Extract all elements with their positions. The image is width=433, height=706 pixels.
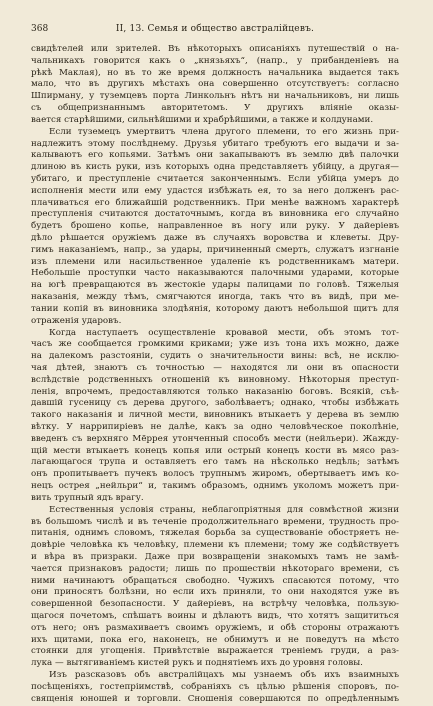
text-line: нецъ острея „нейльри“ и, такимъ образомъ, однимъ уколомъ можетъ при- <box>31 481 399 492</box>
text-line: Если туземецъ умертвитъ члена другого племени, то его жизнь при- <box>49 126 399 137</box>
text-line: исполненія мести или ему удастся избѣжать ея, то за него долженъ рас- <box>31 185 399 196</box>
text-line: лука — вытягиваніемъ кистей рукъ и поднятіемъ ихъ до уровня головы. <box>31 658 363 669</box>
text-line: ленія, впрочемъ, предоставляются только наказанію боговъ. Всякій, съѣ- <box>31 386 399 397</box>
text-line: Шпирману, у туземцевъ порта Линкольнъ нѣтъ ни начальниковъ, ни лишь <box>31 91 399 102</box>
text-line: довѣріе человѣка къ человѣку, племени къ племени; тому же содѣйствуетъ <box>31 540 399 551</box>
text-line: длиною въ кисть руки, изъ которыхъ одна представляетъ убійцу, а другая— <box>31 162 399 173</box>
text-line: чая дѣтей, знаютъ съ точностью — находятся ли они въ опасности <box>31 362 399 373</box>
text-line: ихъ щитами, пока его, наконецъ, не обнимутъ и не поведутъ на мѣсто <box>31 634 399 645</box>
text-line: они приносятъ болѣзни, но если ихъ приняли, то они находятся уже въ <box>31 587 399 598</box>
text-line: изъ племени или насильственное удаленіе къ родственникамъ матери. <box>31 256 399 267</box>
text-line: свидѣтелей или зрителей. Въ нѣкоторыхъ описаніяхъ путешествій о на- <box>31 44 399 54</box>
text-line: Изъ разсказовъ объ австралійцахъ мы узнаемъ объ ихъ взаимныхъ <box>49 670 399 681</box>
text-line: отраженія ударовъ. <box>31 315 122 326</box>
text-line: лагающагося трупа и оставляетъ его тамъ на нѣсколько недѣль; затѣмъ <box>31 457 399 468</box>
running-title: II, 13. Семья и общество австралійцевъ. <box>115 24 315 34</box>
text-line: давшій гусеницу съ дерева другого, заболѣваетъ; однако, чтобы избѣжать <box>31 398 399 409</box>
text-line: посѣщеніяхъ, гостепріимствѣ, собраніяхъ съ цѣлью рѣшенія споровъ, по- <box>31 681 399 692</box>
text-line: будетъ брошено копье, направленное въ ногу или руку. У дайеріевъ <box>31 221 399 232</box>
text-line: Естественныя условія страны, неблагопріятныя для совмѣстной жизни <box>49 504 399 515</box>
text-line: плачиваться его ближайшій родственникъ. При менѣе важномъ характерѣ <box>31 197 399 208</box>
text-line: стоянки для угощенія. Привѣтствіе выражается тренiемъ груди, а раз- <box>31 646 399 657</box>
text-line: онъ пропитываетъ пучекъ волосъ трупнымъ жиромъ, обертываетъ имъ ко- <box>31 469 399 480</box>
text-line: тании копій въ виновника злодѣянія, которому даютъ небольшой щитъ для <box>31 303 399 314</box>
text-line: отъ него; онъ размахиваетъ своимъ оружіемъ, и обѣ стороны отражаютъ <box>31 622 399 633</box>
text-line: щагося почетомъ, спѣшатъ воины и дѣлаютъ видъ, что хотятъ защититься <box>31 611 399 621</box>
text-line: рѣкѣ Маклая), но въ то же время должность начальника выдается такъ <box>31 67 399 78</box>
text-line: и вѣра въ призраки. Даже при возвращеніи знакомыхъ тамъ не замѣ- <box>31 551 399 562</box>
text-line: калываютъ его копьями. Затѣмъ они закапываютъ въ землю двѣ палочки <box>31 150 399 161</box>
text-line: вслѣдствіе родственныхъ отношеній къ виновному. Нѣкоторыя преступ- <box>31 374 399 385</box>
text-line: щій мести втыкаетъ конецъ копья или острый конецъ кости въ мясо раз- <box>31 445 399 456</box>
text-line: вается старѣйшими, сильнѣйшими и храбрѣйшими, а также и колдунами. <box>31 114 374 125</box>
text-line: убитаго, и преступленіе считается законченнымъ. Если убійца умеръ до <box>31 173 399 184</box>
text-line: совершенной безопасности. У дайеріевъ, на встрѣчу человѣка, пользую- <box>31 599 399 610</box>
text-line: на далекомъ разстояніи, судить о значительности вины: всѣ, не исклю- <box>31 351 399 362</box>
text-line: Небольшіе проступки часто наказываются палочными ударами, которые <box>31 268 399 279</box>
text-line: чается признаковъ радости; лишь по прошествіи нѣкотораго времени, съ <box>31 563 399 574</box>
text-line: надлежитъ этому послѣднему. Друзья убитаго требуютъ его выдачи и за- <box>31 138 399 149</box>
text-line: чальникахъ говорится какъ о „князьяхъ“, (напр., у прибанденіевъ на <box>31 55 399 66</box>
text-line: введенъ съ верхняго Мёррея утонченный способъ мести (нейльери). Жажду- <box>31 433 399 444</box>
page-header <box>31 22 399 36</box>
text-line: Когда наступаетъ осуществленіе кровавой мести, объ этомъ тот- <box>49 327 399 338</box>
text-line: дѣло рѣшается оружіемъ даже въ случаяхъ воровства и клеветы. Дру- <box>31 233 399 243</box>
text-line: часъ же сообщается громкими криками; уже изъ тона ихъ можно, даже <box>31 339 399 350</box>
text-line: гимъ наказаніемъ, напр., за удары, причиненный смерть, служатъ изгнаніе <box>31 244 399 255</box>
text-line: съ общепризнаннымъ авторитетомъ. У другихъ вліяніе оказы- <box>31 103 399 114</box>
body-text <box>31 44 399 706</box>
text-line: ними начинаютъ обращаться свободно. Чужихъ спасаются потому, что <box>31 575 399 586</box>
text-line: на югѣ превращаются въ жестокіе удары палицами по головѣ. Тяжелыя <box>31 280 399 291</box>
text-line: такого наказанія и личной мести, виновникъ втыкаетъ у дерева въ землю <box>31 410 399 421</box>
text-line: вѣтку. У наррипиріевъ не далѣе, какъ за одно человѣческое поколѣніе, <box>31 422 399 432</box>
text-line: въ большомъ числѣ и въ теченіе продолжительнаго времени, трудность про- <box>31 516 399 527</box>
text-line: вить трупный ядъ врагу. <box>31 492 144 503</box>
text-line: преступленія считаются достаточнымъ, когда въ виновника его случайно <box>31 209 399 220</box>
text-line: мало, что въ другихъ мѣстахъ она совершенно отсутствуетъ: согласно <box>31 79 399 90</box>
page-number: 368 <box>31 24 49 34</box>
text-line: священія юношей и торговли. Сношенія совершаются по опредѣленнымъ <box>31 693 399 704</box>
text-line: питанія, однимъ словомъ, тяжелая борьба за существованіе обостряетъ не- <box>31 528 399 539</box>
text-line: наказанія, между тѣмъ, смягчаются иногда, такъ что въ видѣ, при ме- <box>31 292 399 303</box>
